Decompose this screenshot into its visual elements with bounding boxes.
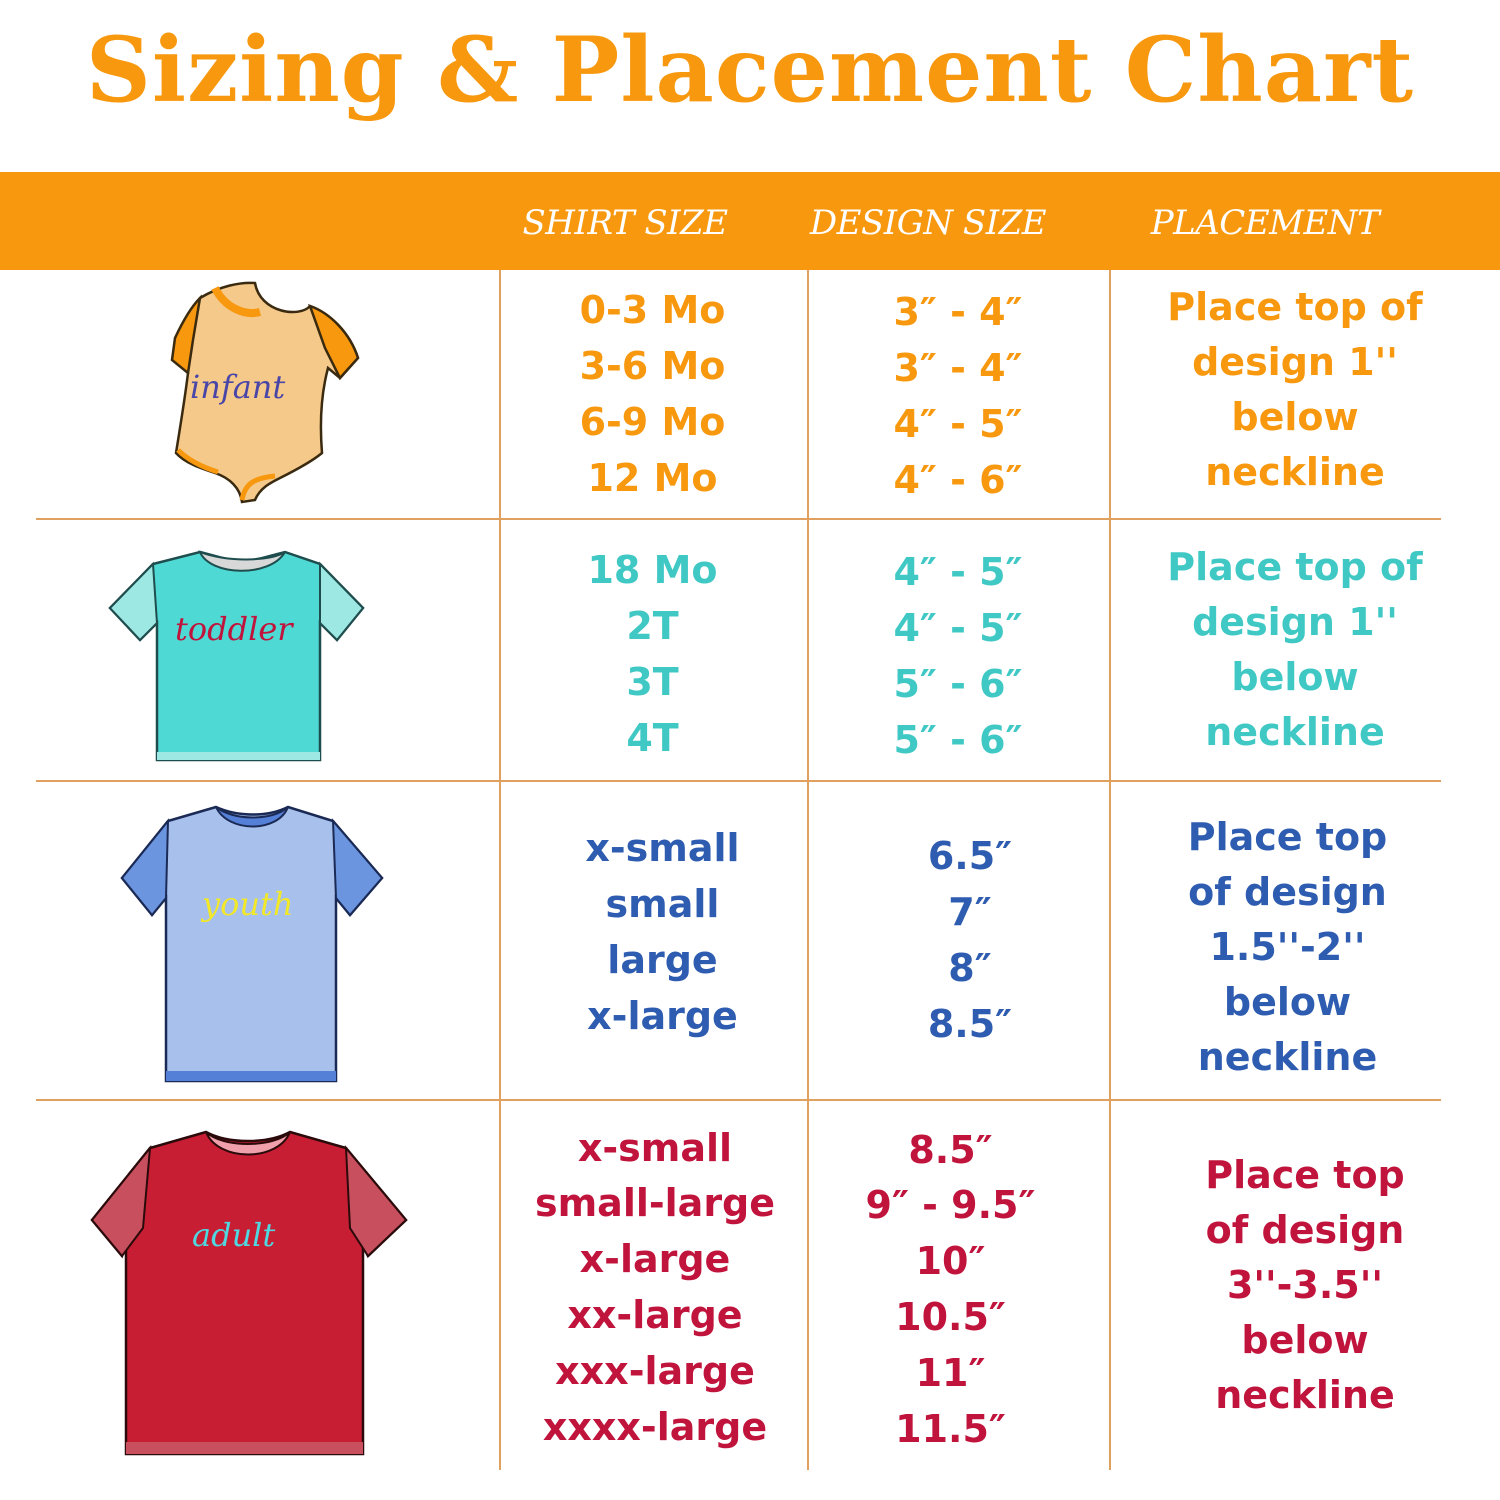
shirt-size-value: xx-large — [567, 1293, 743, 1337]
placement-line: below — [1231, 395, 1359, 439]
design-size-value: 11.5″ — [895, 1406, 1006, 1451]
design-size-value: 5″ - 6″ — [893, 717, 1023, 762]
adult-tshirt-icon — [88, 1128, 410, 1458]
row-divider — [36, 1099, 1441, 1101]
placement-cell — [1130, 1148, 1480, 1423]
placement-line: Place top — [1187, 815, 1388, 859]
shirt-size-value: x-small — [577, 1125, 733, 1170]
shirt-size-value: small — [605, 882, 720, 927]
placement-line: below — [1223, 980, 1352, 1024]
shirt-size-value: 4T — [626, 715, 679, 760]
design-size-value: 5″ - 6″ — [893, 662, 1023, 706]
placement-line: Place top of — [1167, 285, 1423, 329]
design-size-value: 8.5″ — [927, 1001, 1013, 1046]
shirt-size-value: 0-3 Mo — [579, 288, 726, 333]
design-size-value: 3″ - 4″ — [893, 346, 1023, 391]
shirt-size-value: 18 Mo — [587, 548, 718, 593]
placement-line: design 1'' — [1192, 340, 1398, 384]
placement-line: Place top — [1205, 1153, 1405, 1197]
shirt-size-value: 6-9 Mo — [579, 400, 726, 444]
design-size-value: 6.5″ — [927, 834, 1013, 879]
placement-line: neckline — [1197, 1035, 1378, 1079]
infant-onesie-icon — [160, 278, 370, 508]
shirt-size-value: x-large — [579, 1237, 731, 1282]
shirt-size-value: 3-6 Mo — [579, 344, 726, 389]
placement-line: of design — [1188, 870, 1387, 914]
column-header-design-size: DESIGN SIZE — [809, 203, 1047, 243]
placement-line: Place top of — [1167, 545, 1423, 589]
shirt-label: toddler — [175, 610, 293, 648]
shirt-size-value: large — [607, 938, 718, 982]
shirt-size-cell — [510, 820, 815, 1046]
column-header-placement: PLACEMENT — [1150, 203, 1380, 243]
design-size-value: 11″ — [915, 1350, 986, 1395]
shirt-label: adult — [192, 1216, 276, 1254]
design-size-value: 9″ - 9.5″ — [865, 1183, 1036, 1228]
design-size-value: 4″ - 5″ — [893, 550, 1023, 595]
placement-cell — [1110, 280, 1480, 500]
placement-cell — [1110, 540, 1480, 760]
placement-line: of design — [1205, 1208, 1405, 1252]
youth-tshirt-icon — [118, 803, 386, 1085]
placement-line: below — [1241, 1318, 1369, 1362]
design-size-value: 10″ — [915, 1239, 986, 1284]
design-size-cell — [820, 828, 1120, 1054]
placement-line: 1.5''-2'' — [1209, 925, 1366, 969]
row-divider — [36, 780, 1441, 782]
shirt-size-cell — [500, 1120, 810, 1456]
shirt-size-cell — [500, 542, 805, 768]
shirt-size-value: 12 Mo — [587, 455, 718, 500]
design-size-value: 8″ — [948, 946, 992, 990]
placement-cell — [1110, 810, 1465, 1085]
row-divider — [36, 518, 1441, 520]
placement-line: design 1'' — [1192, 600, 1398, 644]
column-header-shirt-size: SHIRT SIZE — [522, 203, 728, 243]
shirt-size-value: 2T — [626, 604, 679, 649]
shirt-size-value: small-large — [534, 1181, 776, 1226]
shirt-size-value: xxx-large — [555, 1348, 755, 1393]
placement-line: below — [1231, 655, 1359, 699]
shirt-size-value: 3T — [626, 660, 679, 704]
placement-line: 3''-3.5'' — [1226, 1263, 1384, 1307]
shirt-label: infant — [190, 368, 286, 406]
design-size-value: 4″ - 6″ — [893, 457, 1023, 502]
design-size-value: 7″ — [948, 890, 992, 935]
shirt-size-cell — [500, 282, 805, 508]
shirt-size-value: x-large — [587, 993, 738, 1038]
design-size-cell — [808, 544, 1108, 770]
design-size-cell — [808, 284, 1108, 510]
design-size-value: 3″ - 4″ — [893, 290, 1023, 335]
shirt-size-value: xxxx-large — [542, 1404, 768, 1449]
shirt-label: youth — [202, 885, 294, 923]
placement-line: neckline — [1205, 450, 1385, 494]
design-size-value: 8.5″ — [908, 1127, 993, 1172]
shirt-size-value: x-small — [585, 826, 740, 871]
toddler-tshirt-icon — [105, 548, 370, 763]
design-size-cell — [808, 1122, 1093, 1458]
page-title: Sizing & Placement Chart — [85, 17, 1415, 123]
design-size-value: 4″ - 5″ — [893, 402, 1023, 446]
design-size-value: 10.5″ — [895, 1295, 1006, 1339]
design-size-value: 4″ - 5″ — [893, 606, 1023, 651]
placement-line: neckline — [1205, 710, 1385, 754]
placement-line: neckline — [1215, 1373, 1395, 1417]
